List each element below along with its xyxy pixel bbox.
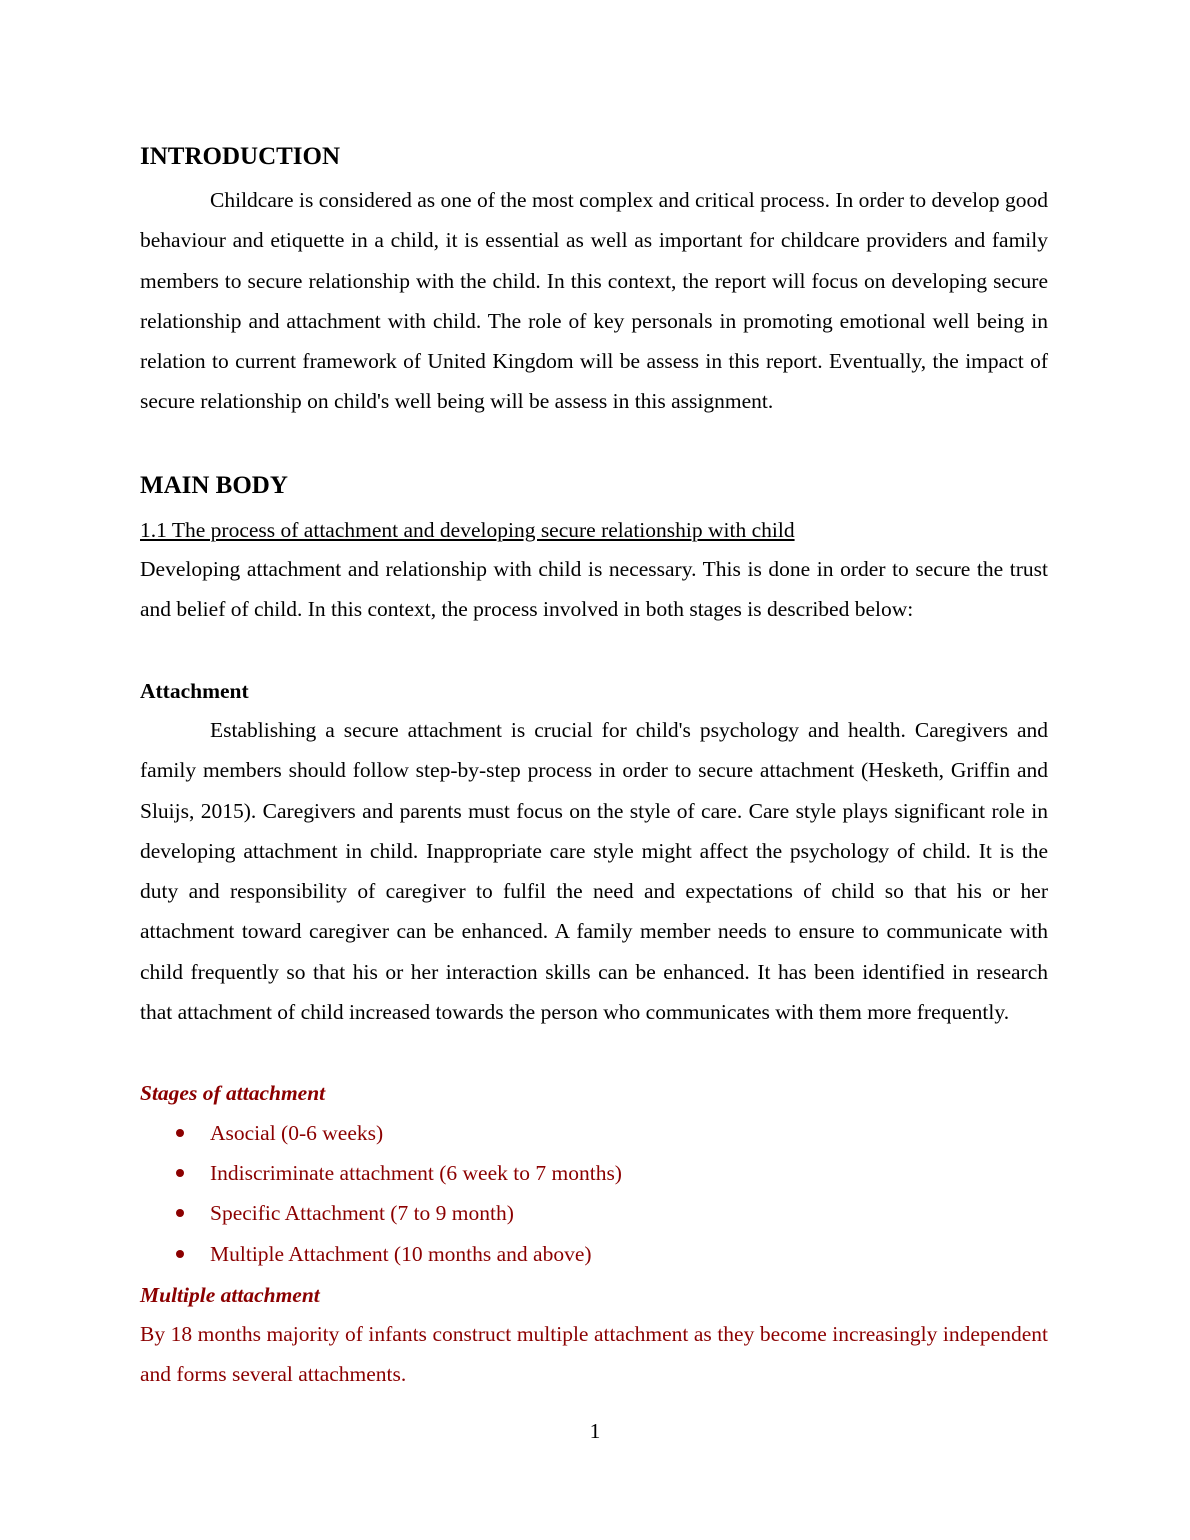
multiple-attachment-heading: Multiple attachment — [140, 1283, 320, 1307]
bullet-icon — [176, 1209, 184, 1217]
list-item — [140, 1158, 622, 1198]
page-number: 1 — [589, 1419, 601, 1443]
stage-label: Multiple Attachment (10 months and above) — [210, 1241, 592, 1266]
stages-heading: Stages of attachment — [140, 1081, 326, 1105]
bullet-icon — [176, 1250, 184, 1258]
stage-label: Asocial (0-6 weeks) — [210, 1121, 384, 1145]
stages-list — [140, 1118, 622, 1279]
introduction-paragraph: Childcare is considered as one of the most complex and critical process. In order to develop good behaviour and etiquette in a child, it is essential as well as important for childcare providers and family members to secure relationship with the child. In this context, the report will focus on developing secure relationship and attachment with child. The role of key personals in promoting emotional well being in relation to current framework of United Kingdom will be assess in this report. Eventually, the impact of secure relationship on child's well being will be assess in this assignment. — [140, 188, 1048, 414]
bullet-icon — [176, 1129, 184, 1137]
introduction-heading: INTRODUCTION — [140, 143, 341, 170]
main-body-heading: MAIN BODY — [140, 472, 288, 499]
stage-label: Indiscriminate attachment (6 week to 7 months) — [210, 1161, 622, 1186]
bullet-icon — [176, 1169, 184, 1177]
list-item — [140, 1239, 622, 1279]
section-intro-paragraph: Developing attachment and relationship with child is necessary. This is done in order to secure the trust and belief of child. In this context, the process involved in both stages is described below: — [140, 557, 1048, 622]
list-item — [140, 1118, 622, 1158]
attachment-heading: Attachment — [140, 679, 249, 703]
section-title: 1.1 The process of attachment and developing secure relationship with child — [140, 518, 795, 542]
list-item — [140, 1198, 622, 1238]
multiple-attachment-paragraph: By 18 months majority of infants construct multiple attachment as they become increasingly independent and forms several attachments. — [140, 1322, 1048, 1387]
attachment-paragraph: Establishing a secure attachment is crucial for child's psychology and health. Caregivers and family members should follow step-by-step process in order to secure attachment (Hesketh, Griffin and Sluijs, 2015). Caregivers and parents must focus on the style of care. Care style plays significant role in developing attachment in child. Inappropriate care style might affect the psychology of child. It is the duty and responsibility of caregiver to fulfil the need and expectations of child so that his or her attachment toward caregiver can be enhanced. A family member needs to ensure to communicate with child frequently so that his or her interaction skills can be enhanced. It has been identified in research that attachment of child increased towards the person who communicates with them more frequently. — [140, 718, 1048, 1025]
stage-label: Specific Attachment (7 to 9 month) — [210, 1201, 514, 1226]
